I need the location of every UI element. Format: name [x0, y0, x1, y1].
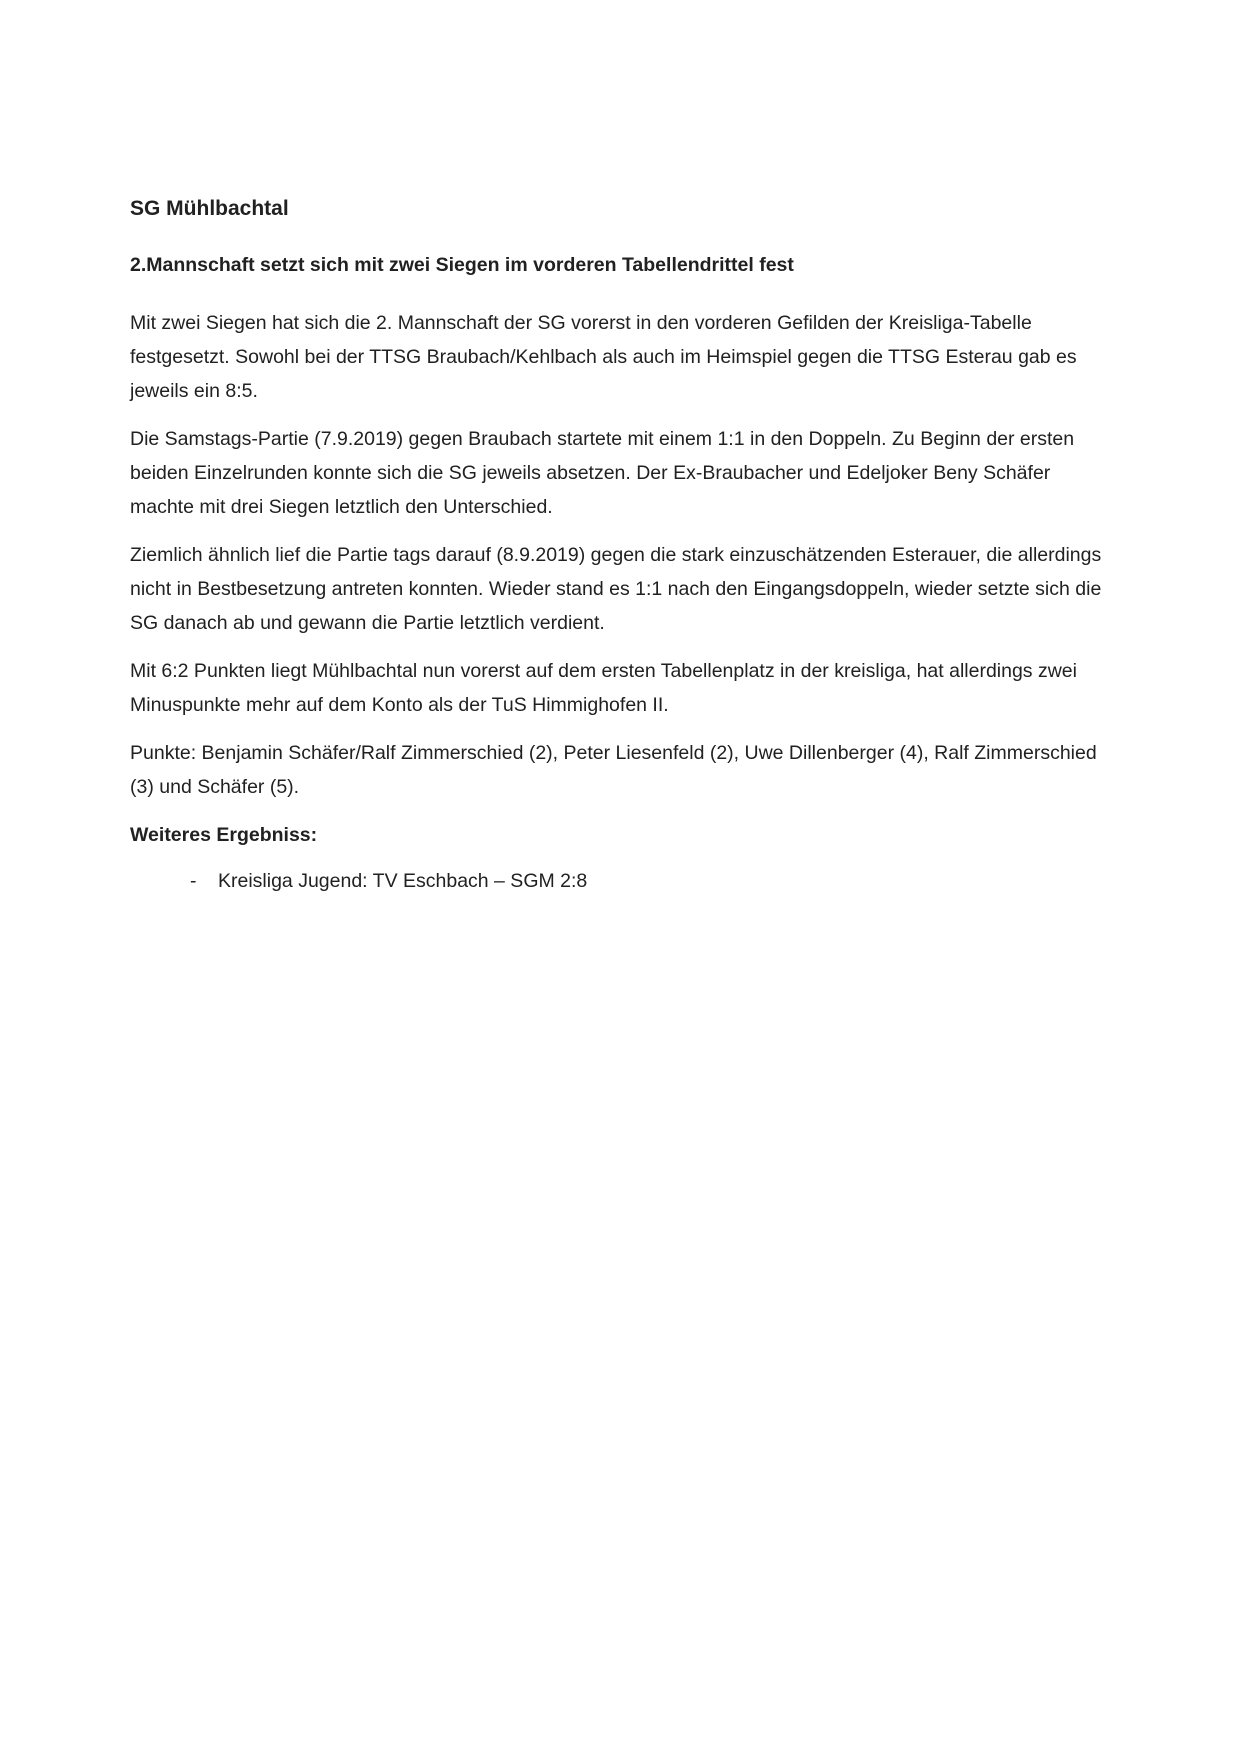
list-item — [130, 864, 1110, 898]
paragraph-standings: Mit 6:2 Punkten liegt Mühlbachtal nun vorerst auf dem ersten Tabellenplatz in der kreisliga, hat allerdings zwei Minuspunkte mehr auf dem Konto als der TuS Himmighofen II. — [130, 660, 1077, 716]
result-text: Kreisliga Jugend: TV Eschbach – SGM 2:8 — [218, 870, 588, 892]
further-results-heading: Weiteres Ergebniss: — [130, 824, 318, 846]
paragraph-intro: Mit zwei Siegen hat sich die 2. Mannschaft der SG vorerst in den vorderen Gefilden der Kreisliga-Tabelle festgesetzt. Sowohl bei der TTSG Braubach/Kehlbach als auch im Heimspiel gegen die TTSG Esterau gab es jeweils ein 8:5. — [130, 312, 1077, 402]
paragraph-points: Punkte: Benjamin Schäfer/Ralf Zimmerschied (2), Peter Liesenfeld (2), Uwe Dillenberger (4), Ralf Zimmerschied (3) und Schäfer (5). — [130, 742, 1097, 798]
paragraph-sunday-match: Ziemlich ähnlich lief die Partie tags darauf (8.9.2019) gegen die stark einzuschätzenden Esterauer, die allerdings nicht in Bestbesetzung antreten konnten. Wieder stand es 1:1 nach den Eingangsdoppeln, wieder setzte sich die SG danach ab und gewann die Partie letztlich verdient. — [130, 544, 1102, 634]
paragraph-saturday-match: Die Samstags-Partie (7.9.2019) gegen Braubach startete mit einem 1:1 in den Doppeln. Zu Beginn der ersten beiden Einzelrunden konnte sich die SG jeweils absetzen. Der Ex-Braubacher und Edeljoker Beny Schäfer machte mit drei Siegen letztlich den Unterschied. — [130, 428, 1075, 518]
article-headline: 2.Mannschaft setzt sich mit zwei Siegen im vorderen Tabellendrittel fest — [130, 254, 794, 276]
list-bullet-dash: - — [190, 870, 197, 892]
document-title: SG Mühlbachtal — [130, 197, 289, 220]
